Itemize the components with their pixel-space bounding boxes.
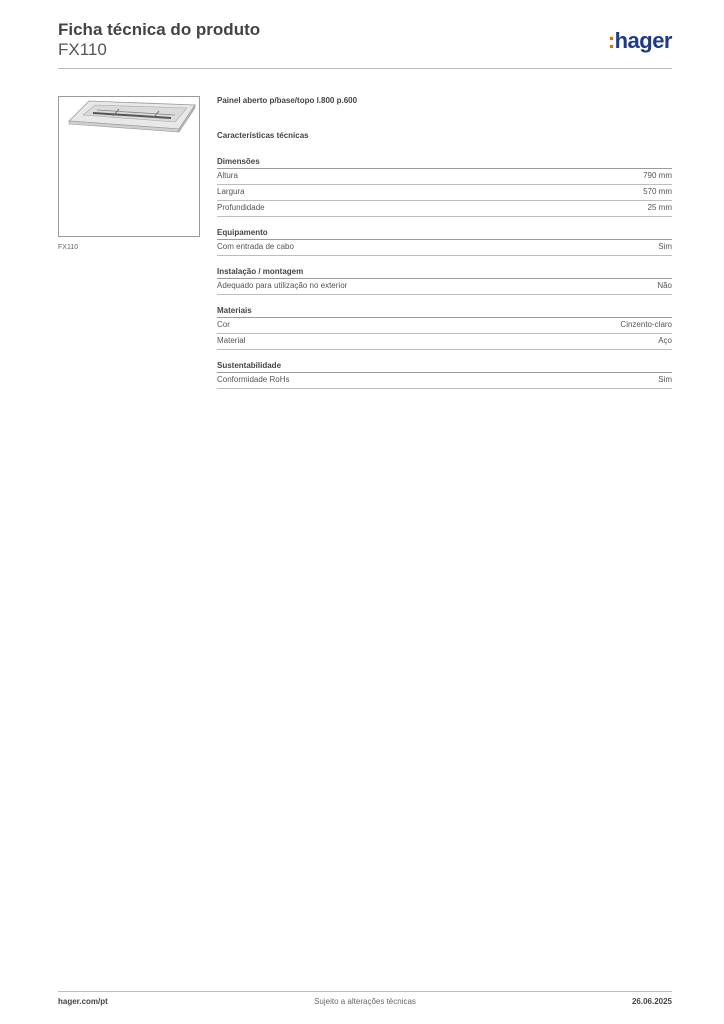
product-code: FX110: [58, 40, 107, 59]
logo-mark: :: [607, 28, 615, 53]
section-title: Sustentabilidade: [217, 361, 672, 373]
footer-notice: Sujeito a alterações técnicas: [314, 997, 416, 1006]
section-sustainability: [217, 361, 672, 389]
spec-label: Cor: [217, 320, 230, 329]
spec-label: Profundidade: [217, 203, 265, 212]
section-title: Equipamento: [217, 228, 672, 240]
spec-value: 570 mm: [643, 187, 672, 196]
spec-value: Cinzento-claro: [620, 320, 672, 329]
spec-label: Adequado para utilização no exterior: [217, 281, 348, 290]
document-header: [58, 20, 672, 60]
spec-value: 25 mm: [647, 203, 672, 212]
footer-website-link[interactable]: hager.com/pt: [58, 997, 108, 1006]
spec-label: Conformidade RoHs: [217, 375, 290, 384]
spec-label: Com entrada de cabo: [217, 242, 294, 251]
spec-row: [217, 334, 672, 350]
spec-row: [217, 169, 672, 185]
footer-divider: [58, 991, 672, 992]
spec-row: [217, 240, 672, 256]
image-caption: FX110: [58, 244, 79, 251]
spec-value: Não: [657, 281, 672, 290]
steel-panel-illustration-icon: [59, 97, 199, 236]
spec-row: [217, 201, 672, 217]
section-title: Instalação / montagem: [217, 267, 672, 279]
logo-text: hager: [614, 28, 672, 53]
spec-value: Sim: [658, 242, 672, 251]
product-description: Painel aberto p/base/topo l.800 p.600: [217, 96, 358, 105]
spec-row: [217, 373, 672, 389]
spec-content: [217, 96, 672, 400]
section-dimensions: [217, 157, 672, 217]
spec-label: Largura: [217, 187, 245, 196]
spec-row: [217, 279, 672, 295]
spec-value: Sim: [658, 375, 672, 384]
spec-value: Aço: [658, 336, 672, 345]
footer-date: 26.06.2025: [631, 997, 672, 1006]
document-title: Ficha técnica do produto: [58, 20, 261, 39]
spec-value: 790 mm: [643, 171, 672, 180]
spec-label: Material: [217, 336, 246, 345]
spec-row: [217, 185, 672, 201]
section-title: Materiais: [217, 306, 672, 318]
header-divider: [58, 68, 672, 69]
section-installation: [217, 267, 672, 295]
section-equipment: [217, 228, 672, 256]
spec-row: [217, 318, 672, 334]
section-materials: [217, 306, 672, 350]
spec-label: Altura: [217, 171, 238, 180]
tech-characteristics-heading: Características técnicas: [217, 131, 309, 140]
hager-logo: [608, 28, 672, 54]
section-title: Dimensões: [217, 157, 672, 169]
product-image: [58, 96, 200, 237]
